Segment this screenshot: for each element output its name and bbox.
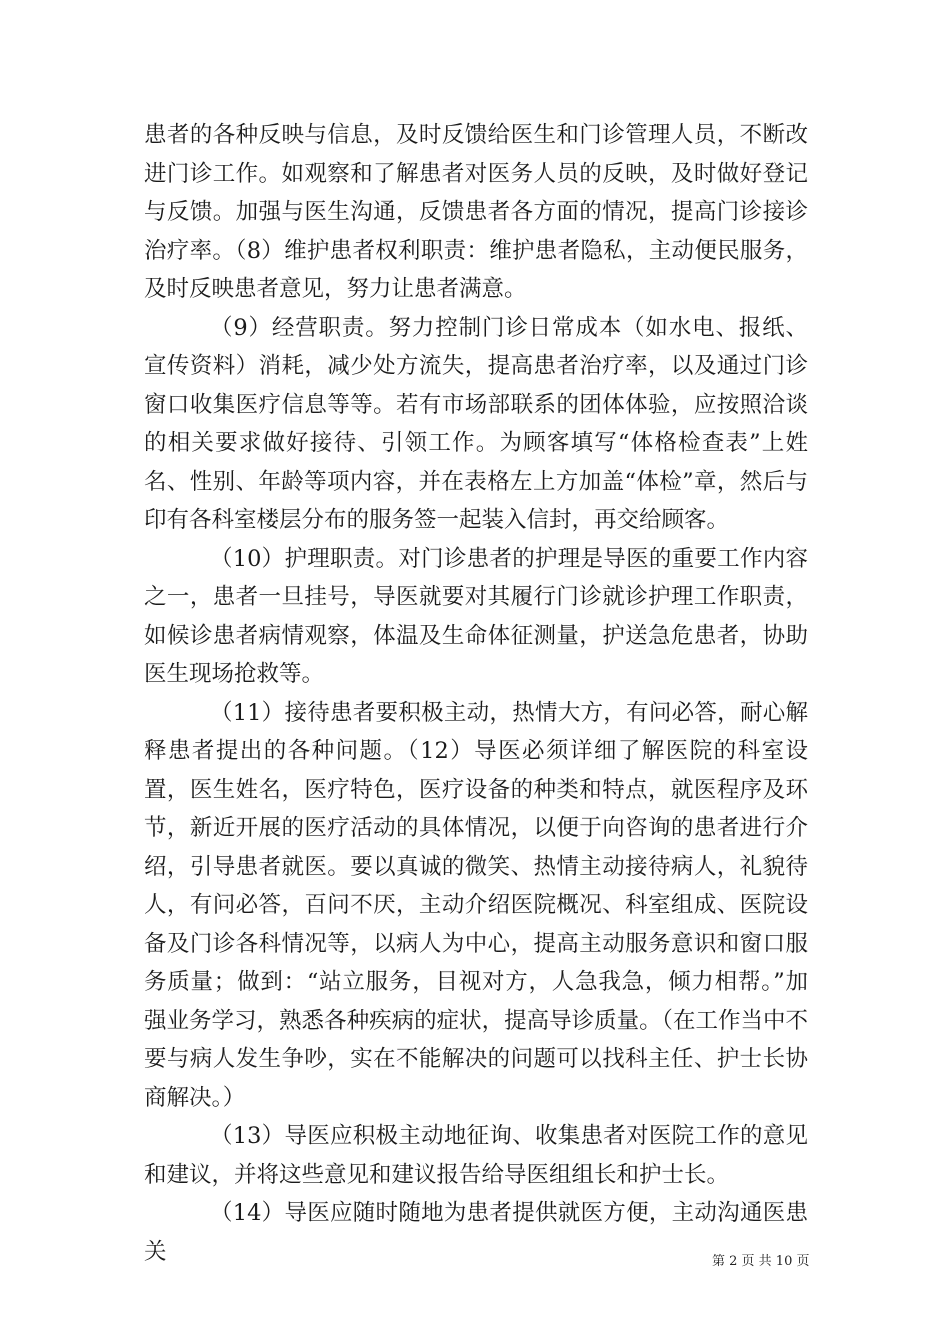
paragraph-13: （13）导医应积极主动地征询、收集患者对医院工作的意见和建议，并将这些意见和建议报告给导医组组长和护士长。 bbox=[144, 1123, 808, 1188]
paragraph-continued: 患者的各种反映与信息，及时反馈给医生和门诊管理人员，不断改进门诊工作。如观察和了解患者对医务人员的反映，及时做好登记与反馈。加强与医生沟通，反馈患者各方面的情况，提高门诊接诊治疗率。（8）维护患者权利职责：维护患者隐私，主动便民服务，及时反映患者意见，努力让患者满意。 bbox=[144, 122, 808, 302]
paragraph-11: （11）接待患者要积极主动，热情大方，有问必答，耐心解释患者提出的各种问题。（12）导医必须详细了解医院的科室设置，医生姓名，医疗特色，医疗设备的种类和特点，就医程序及环节，新近开展的医疗活动的具体情况，以便于向咨询的患者进行介绍，引导患者就医。要以真诚的微笑、热情主动接待病人，礼貌待人，有问必答，百问不厌，主动介绍医院概况、科室组成、医院设备及门诊各科情况等，以病人为中心，提高主动服务意识和窗口服务质量；做到：“站立服务，目视对方，人急我急，倾力相帮。”加强业务学习，熟悉各种疾病的症状，提高导诊质量。（在工作当中不要与病人发生争吵，实在不能解决的问题可以找科主任、护士长协商解决。） bbox=[144, 699, 808, 1111]
paragraph-10: （10）护理职责。对门诊患者的护理是导医的重要工作内容之一，患者一旦挂号，导医就要对其履行门诊就诊护理工作职责，如候诊患者病情观察，体温及生命体征测量，护送急危患者，协助医生现场抢救等。 bbox=[144, 545, 808, 687]
paragraph-9: （9）经营职责。努力控制门诊日常成本（如水电、报纸、宣传资料）消耗，减少处方流失，提高患者治疗率，以及通过门诊窗口收集医疗信息等等。若有市场部联系的团体体验，应按照洽谈的相关要求做好接待、引领工作。为顾客填写“体格检查表”上姓名、性别、年龄等项内容，并在表格左上方加盖“体检”章，然后与印有各科室楼层分布的服务签一起装入信封，再交给顾客。 bbox=[144, 314, 808, 533]
document-body bbox=[144, 116, 808, 1271]
paragraph-14: （14）导医应随时随地为患者提供就医方便，主动沟通医患关 bbox=[144, 1200, 808, 1265]
page-number-footer: 第 2 页 共 10 页 bbox=[712, 1254, 810, 1269]
